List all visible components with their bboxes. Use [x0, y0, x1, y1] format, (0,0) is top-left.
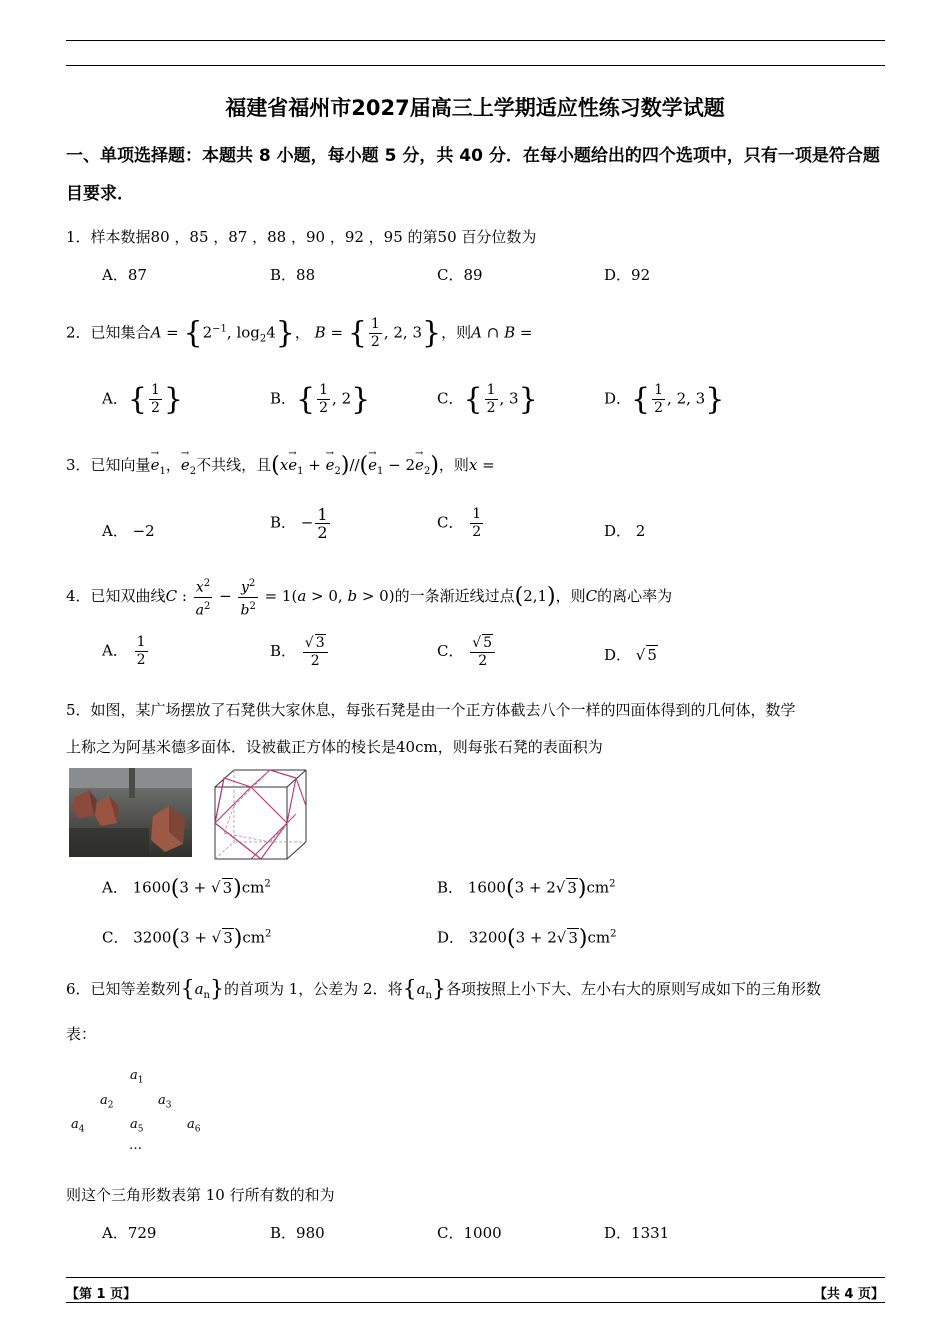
tri-a5: $a_5$ — [130, 1117, 144, 1135]
tri-a6: $a_6$ — [187, 1117, 201, 1135]
tri-a2: $a_2$ — [100, 1093, 114, 1111]
footer-rule-bottom — [66, 1302, 885, 1303]
top-rule-1 — [66, 40, 885, 41]
tri-a1: $a_1$ — [130, 1068, 144, 1086]
q2-option-a: A．{ $\frac{1}{2}$ } — [102, 382, 183, 417]
top-rule-2 — [66, 65, 885, 66]
q1-option-c: C．89 — [437, 266, 483, 284]
tri-a4: $a_4$ — [71, 1117, 85, 1135]
q3-option-c: C． $\frac{1}{2}$ — [437, 506, 482, 540]
tri-ellipsis: … — [129, 1138, 142, 1153]
question-6-line-2: 表： — [66, 1025, 97, 1043]
q6-option-c: C．1000 — [437, 1224, 502, 1242]
q1-num: 1． — [66, 228, 91, 246]
q5-option-a: A． 1600(3 + √ $3)cm^2$ — [102, 876, 271, 901]
footer-rule-top — [66, 1277, 885, 1278]
q6-option-b: B．980 — [270, 1224, 325, 1242]
question-6-line-1: 6．已知等差数列$\{a_n\}$的首项为 1，公差为 2．将$\{a_n\}$各项按照上小下大、左小右大的原则写成如下的三角形数 — [66, 977, 822, 1002]
q5-option-c: C． 3200(3 + √ $3)cm^2$ — [102, 926, 272, 951]
q3-option-b: B． − $\frac{1}{2}$ — [270, 505, 328, 542]
section-heading: 一、单项选择题：本题共 8 小题，每小题 5 分，共 40 分．在每小题给出的四个选项中，只有一项是符合题目要求． — [66, 146, 880, 204]
q1-option-a: A．87 — [102, 266, 147, 284]
cube-diagram — [212, 768, 312, 862]
q5-option-d: D． 3200(3 + 2√ $3)cm^2$ — [437, 926, 617, 951]
question-5-line-2: 上称之为阿基米德多面体．设被截正方体的棱长是40cm，则每张石凳的表面积为 — [66, 738, 603, 756]
footer-total-pages: 【共 4 页】 — [813, 1287, 884, 1302]
question-3: 3．已知向量→ $e_1$，→ $e_2$不共线，且($x\to e_1$ + → $e_2)//(\to e_1 - 2\to e_2)$，则x = — [66, 455, 495, 482]
q2-option-c: C．{ $\frac{1}{2}$ , 3} — [437, 382, 538, 417]
q3-option-d: D． 2 — [604, 522, 646, 540]
q5-option-b: B． 1600(3 + 2√ $3)cm^2$ — [437, 876, 616, 901]
question-4: 4．已知双曲线C : $\frac{x^2}{a^2}$ − $\frac{y^2}{b^2}$ = 1(a > 0, b > 0)的一条渐近线过点(2,1)，则C的离心率为 — [66, 575, 672, 619]
q1-text: 样本数据80 ，85 ，87 ，88 ，90 ，92 ，95 的第50 百分位数为 — [90, 228, 537, 246]
q4-option-d: D． √ 5 — [604, 646, 657, 664]
stone-stool-photo — [69, 768, 192, 857]
footer-page-number: 【第 1 页】 — [66, 1287, 137, 1302]
question-2: 2．已知集合$A = \{2^{-1}$, $\log_24$}， B = { $\frac{1}{2}$ , 2, 3}，则A ∩ B = — [66, 315, 533, 351]
q2-option-d: D．{ $\frac{1}{2}$ , 2, 3} — [604, 382, 725, 417]
question-1 — [66, 227, 536, 247]
q1-option-d: D．92 — [604, 266, 651, 284]
question-6-ask: 则这个三角形数表第 10 行所有数的和为 — [66, 1186, 335, 1204]
q3-option-a: A． −2 — [102, 522, 155, 540]
q2-option-b: B．{ $\frac{1}{2}$ , 2} — [270, 382, 371, 417]
question-5-line-1: 5．如图，某广场摆放了石凳供大家休息，每张石凳是由一个正方体截去八个一样的四面体得到的几何体，数学 — [66, 701, 796, 719]
q6-option-a: A．729 — [102, 1224, 157, 1242]
page-title: 福建省福州市2027届高三上学期适应性练习数学试题 — [225, 96, 725, 120]
q4-option-c: C． $\frac{√ 5}{2}$ — [437, 634, 497, 670]
q4-option-a: A． $\frac{1}{2}$ — [102, 634, 146, 668]
q4-option-b: B． $\frac{√ 3}{2}$ — [270, 634, 330, 670]
q6-option-d: D．1331 — [604, 1224, 670, 1242]
tri-a3: $a_3$ — [158, 1093, 172, 1111]
q1-option-b: B．88 — [270, 266, 316, 284]
